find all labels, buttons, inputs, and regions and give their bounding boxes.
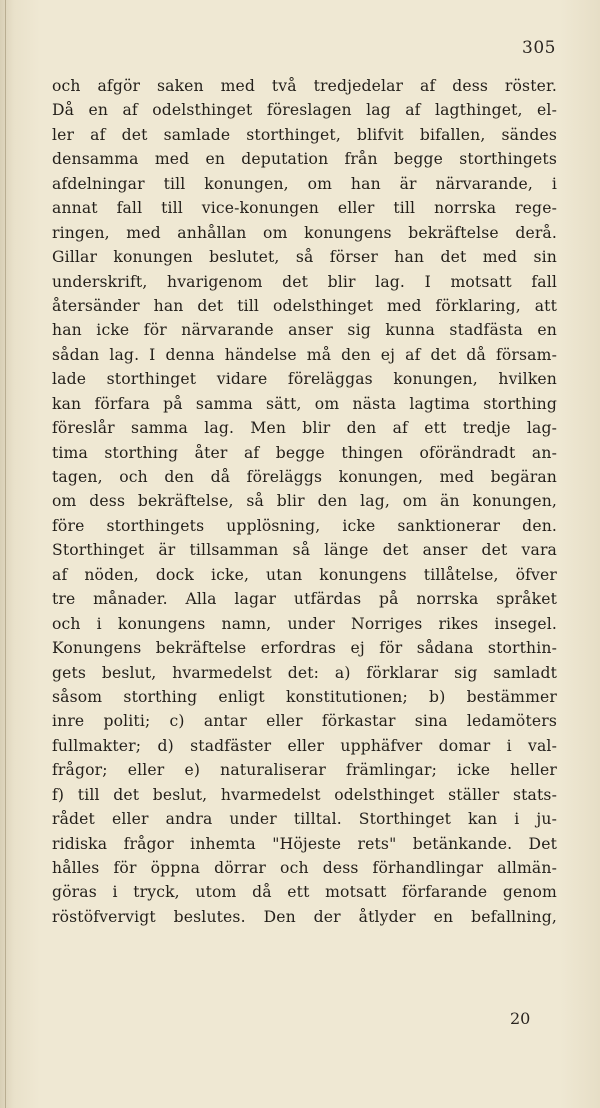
text-line: annat fall till vice-konungen eller till norrska rege- [52, 199, 557, 218]
text-line: om dess bekräftelse, så blir den lag, om än konungen, [52, 492, 557, 511]
text-line: Gillar konungen beslutet, så förser han det med sin [52, 248, 557, 267]
text-line: såsom storthing enligt konstitutionen; b) bestämmer [52, 687, 557, 706]
text-line: Konungens bekräftelse erfordras ej för sådana storthin- [52, 639, 557, 658]
text-line: föreslår samma lag. Men blir den af ett tredje lag- [52, 419, 557, 438]
text-line: f) till det beslut, hvarmedelst odelsthinget ställer stats- [52, 785, 557, 804]
text-line: tima storthing åter af begge thingen oförändradt an- [52, 443, 557, 462]
text-line: tagen, och den då föreläggs konungen, med begäran [52, 468, 557, 486]
text-line: Storthinget är tillsamman så länge det anser det vara [52, 541, 557, 560]
text-line: ringen, med anhållan om konungens bekräftelse derå. [52, 223, 557, 242]
text-line: återsänder han det till odelsthinget med förklaring, att [52, 296, 557, 315]
text-line: kan förfara på samma sätt, om nästa lagtima storthing [52, 394, 557, 413]
text-line: och afgör saken med två tredjedelar af dess röster. [52, 77, 557, 95]
text-line: röstöfvervigt beslutes. Den der åtlyder en befallning, [52, 907, 557, 926]
text-line: ridiska frågor inhemta "Höjeste rets" betänkande. Det [52, 834, 557, 853]
text-line: underskrift, hvarigenom det blir lag. I motsatt fall [52, 272, 557, 291]
body-text [52, 74, 557, 929]
page-number: 305 [522, 38, 556, 58]
text-line: ler af det samlade storthinget, blifvit bifallen, sändes [52, 125, 557, 144]
text-line: afdelningar till konungen, om han är närvarande, i [52, 174, 557, 193]
text-line: frågor; eller e) naturaliserar främlingar; icke heller [52, 761, 557, 780]
text-line: hålles för öppna dörrar och dess förhandlingar allmän- [52, 859, 557, 877]
text-line: han icke för närvarande anser sig kunna stadfästa en [52, 321, 557, 340]
text-line: rådet eller andra under tilltal. Storthinget kan i ju- [52, 810, 557, 829]
text-line: af nöden, dock icke, utan konungens tillåtelse, öfver [52, 565, 557, 584]
text-line: tre månader. Alla lagar utfärdas på norrska språket [52, 590, 557, 609]
text-line: densamma med en deputation från begge storthingets [52, 150, 557, 169]
text-line: inre politi; c) antar eller förkastar sina ledamöters [52, 712, 557, 731]
binding-gutter [5, 0, 6, 1108]
signature-mark: 20 [510, 1009, 531, 1028]
text-line: före storthingets upplösning, icke sanktionerar den. [52, 516, 557, 535]
text-line: gets beslut, hvarmedelst det: a) förklarar sig samladt [52, 663, 557, 682]
text-line: lade storthinget vidare föreläggas konungen, hvilken [52, 370, 557, 389]
text-line: göras i tryck, utom då ett motsatt förfarande genom [52, 883, 557, 902]
text-line: och i konungens namn, under Norriges rikes insegel. [52, 614, 557, 633]
text-line: fullmakter; d) stadfäster eller upphäfver domar i val- [52, 736, 557, 755]
text-line: Då en af odelsthinget föreslagen lag af lagthinget, el- [52, 101, 557, 120]
text-line: sådan lag. I denna händelse må den ej af det då försam- [52, 345, 557, 364]
